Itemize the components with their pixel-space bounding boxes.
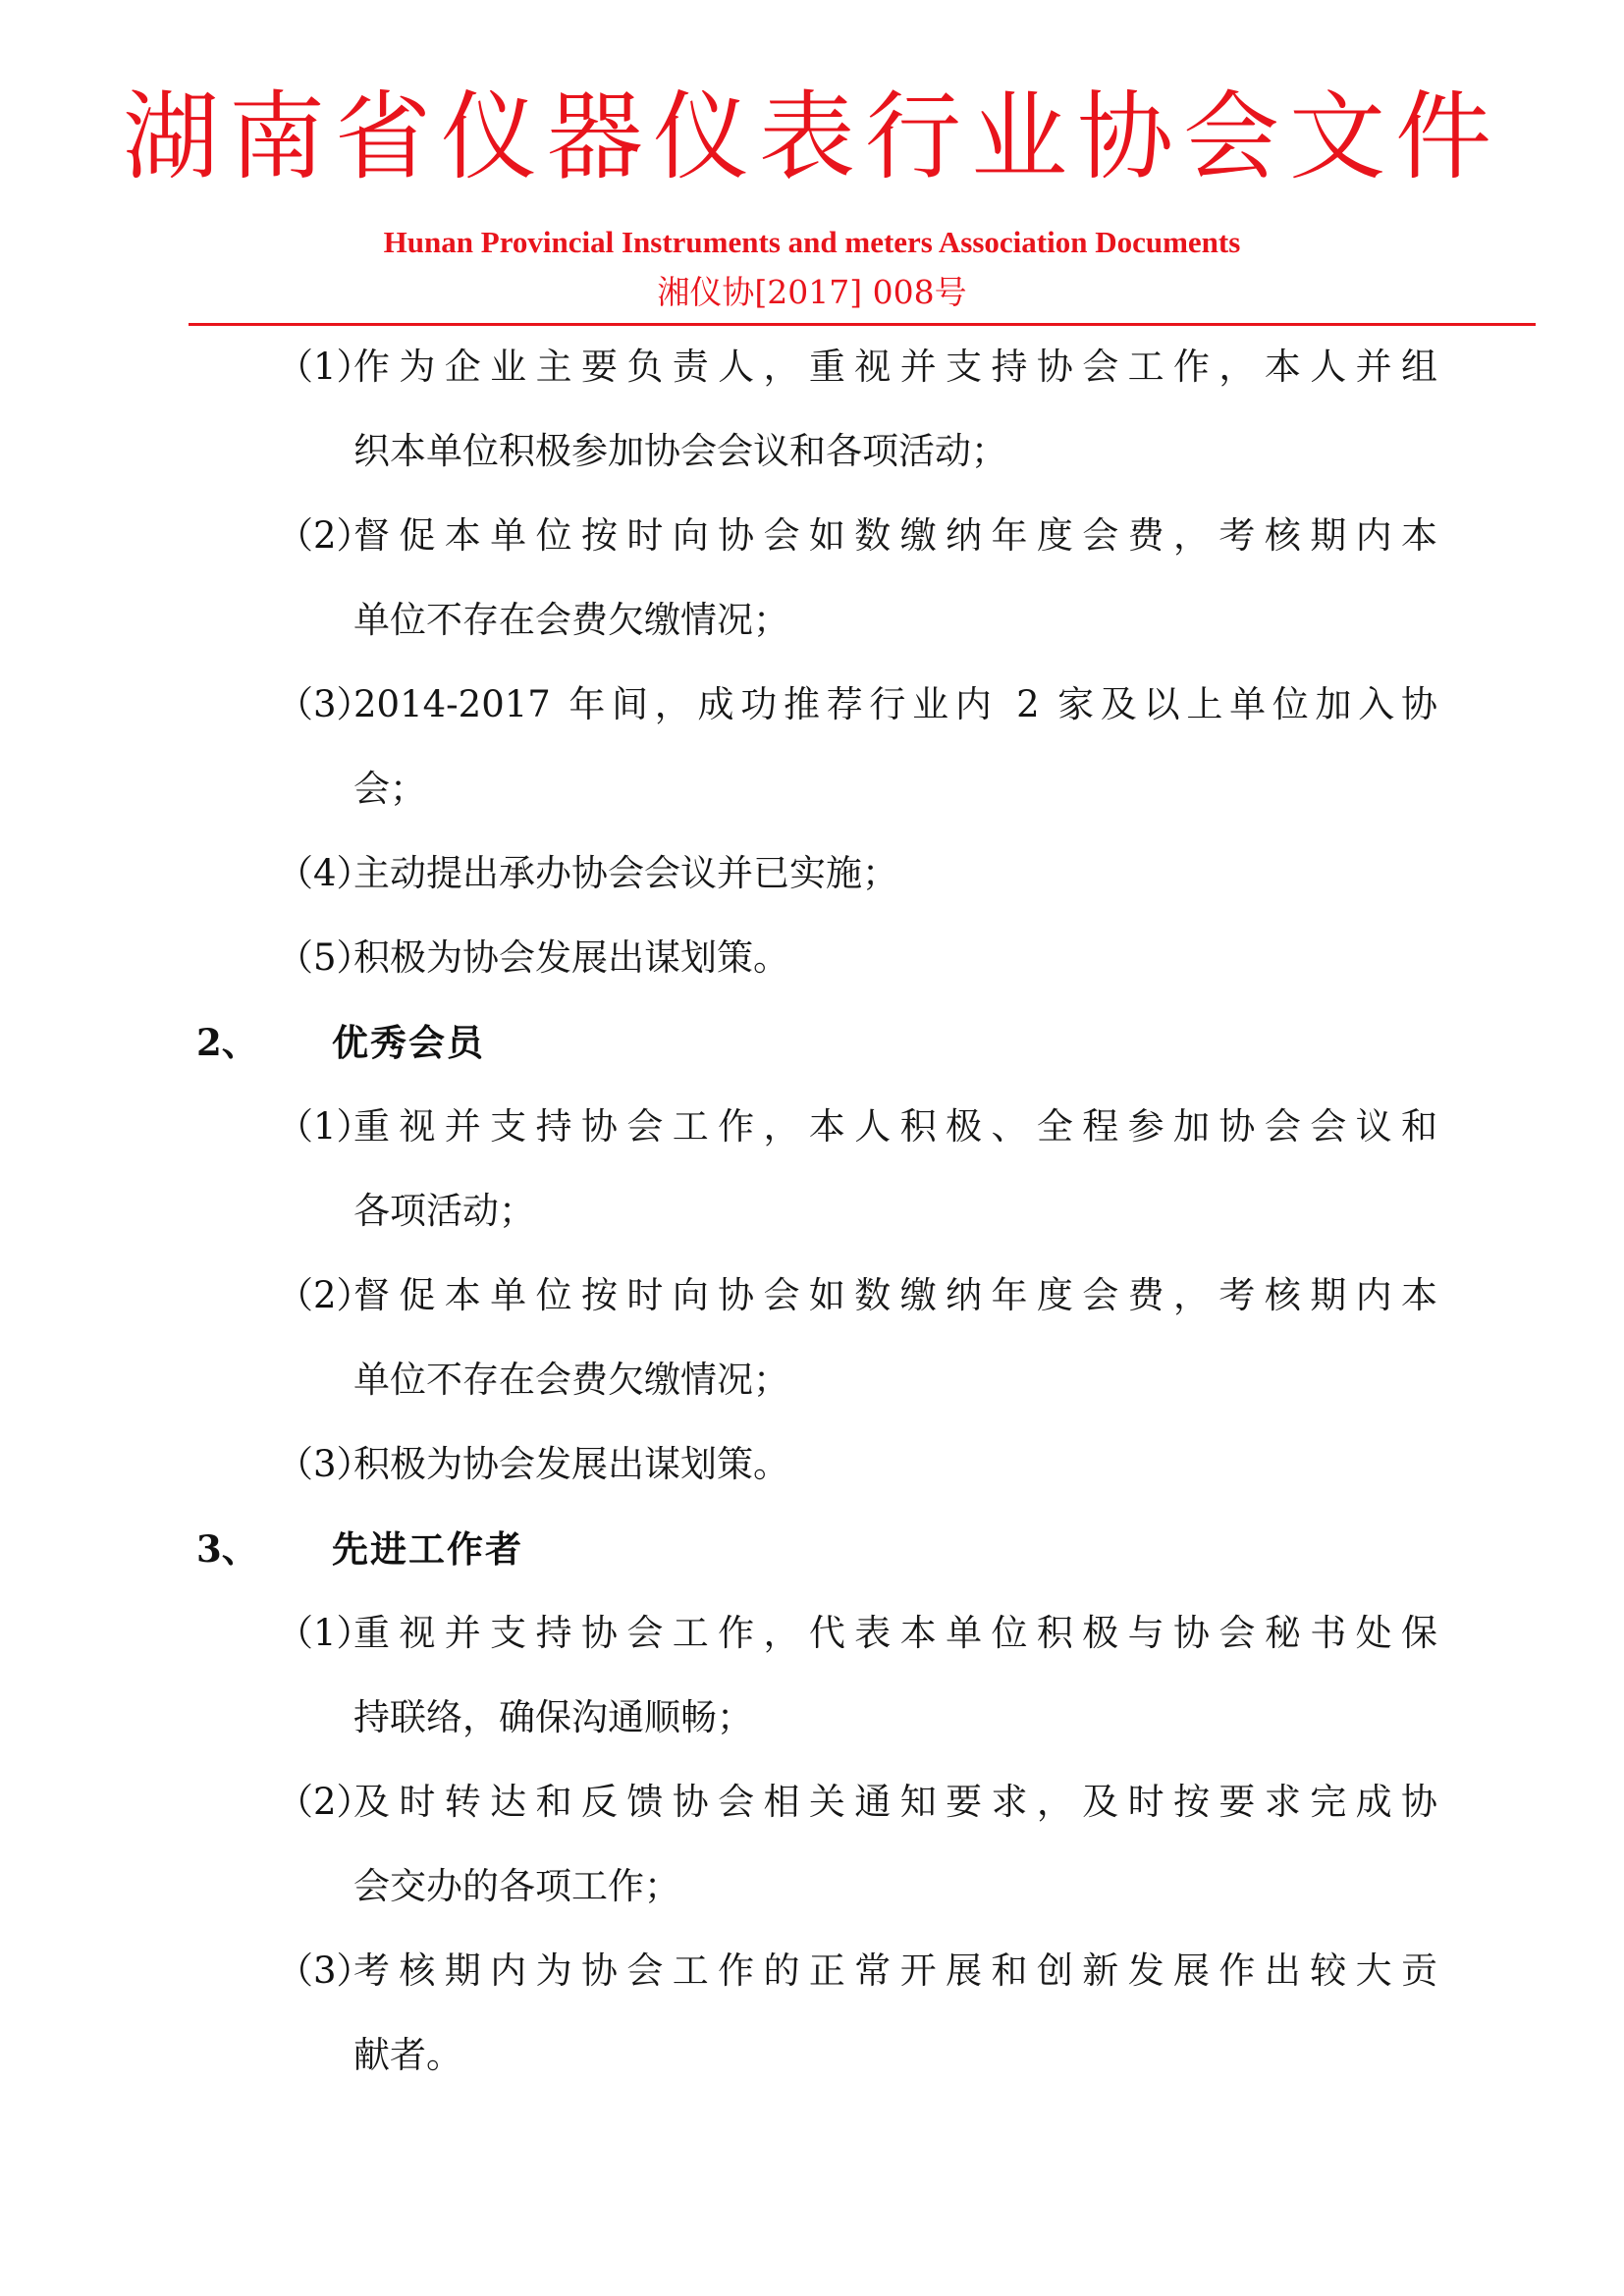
- list-item-number: （2）: [277, 1274, 373, 1316]
- list-item-continuation: 会交办的各项工作；: [353, 1865, 680, 1907]
- list-item-text: 考核期内为协会工作的正常开展和创新发展作出较大贡: [353, 1949, 1437, 1992]
- list-item-continuation: 持联络，确保沟通顺畅；: [353, 1696, 753, 1738]
- list-item-number: （3）: [277, 1949, 373, 1992]
- list-item-number: （1）: [277, 346, 373, 388]
- list-item-number: （4）: [277, 852, 373, 894]
- list-item-number: （2）: [277, 1781, 373, 1823]
- list-item-continuation: 各项活动；: [353, 1190, 535, 1232]
- header-divider: [189, 323, 1536, 326]
- list-item-continuation: 会；: [353, 768, 426, 810]
- list-item-number: （1）: [277, 1612, 373, 1654]
- list-item-text: 主动提出承办协会会议并已实施；: [353, 852, 898, 894]
- document-title: 湖南省仪器仪表行业协会文件: [122, 81, 1501, 193]
- document-english-title: Hunan Provincial Instruments and meters Association Documents: [383, 225, 1241, 259]
- list-item-text: 2014-2017 年间，成功推荐行业内 2 家及以上单位加入协: [353, 683, 1437, 725]
- list-item-text: 作为企业主要负责人，重视并支持协会工作，本人并组: [353, 346, 1437, 388]
- document-number: 湘仪协[2017] 008号: [657, 273, 967, 311]
- list-item-text: 督促本单位按时向协会如数缴纳年度会费，考核期内本: [353, 1274, 1437, 1316]
- list-item-continuation: 献者。: [353, 2034, 462, 2076]
- list-item-text: 重视并支持协会工作，本人积极、全程参加协会会议和: [353, 1105, 1437, 1148]
- list-item-number: （1）: [277, 1105, 373, 1148]
- list-item-text: 积极为协会发展出谋划策。: [353, 936, 789, 979]
- list-item-continuation: 织本单位积极参加协会会议和各项活动；: [353, 430, 1007, 472]
- list-item-number: （3）: [277, 683, 373, 725]
- list-item-continuation: 单位不存在会费欠缴情况；: [353, 599, 789, 641]
- list-item-number: （5）: [277, 936, 373, 979]
- list-item-text: 督促本单位按时向协会如数缴纳年度会费，考核期内本: [353, 514, 1437, 557]
- section-title: 优秀会员: [332, 1021, 485, 1064]
- list-item-text: 重视并支持协会工作，代表本单位积极与协会秘书处保: [353, 1612, 1437, 1654]
- section-number: 2、: [196, 1021, 258, 1064]
- list-item-text: 积极为协会发展出谋划策。: [353, 1443, 789, 1485]
- section-number: 3、: [196, 1527, 258, 1571]
- list-item-number: （2）: [277, 514, 373, 557]
- list-item-text: 及时转达和反馈协会相关通知要求，及时按要求完成协: [353, 1781, 1437, 1823]
- list-item-continuation: 单位不存在会费欠缴情况；: [353, 1359, 789, 1401]
- section-title: 先进工作者: [332, 1527, 523, 1571]
- list-item-number: （3）: [277, 1443, 373, 1485]
